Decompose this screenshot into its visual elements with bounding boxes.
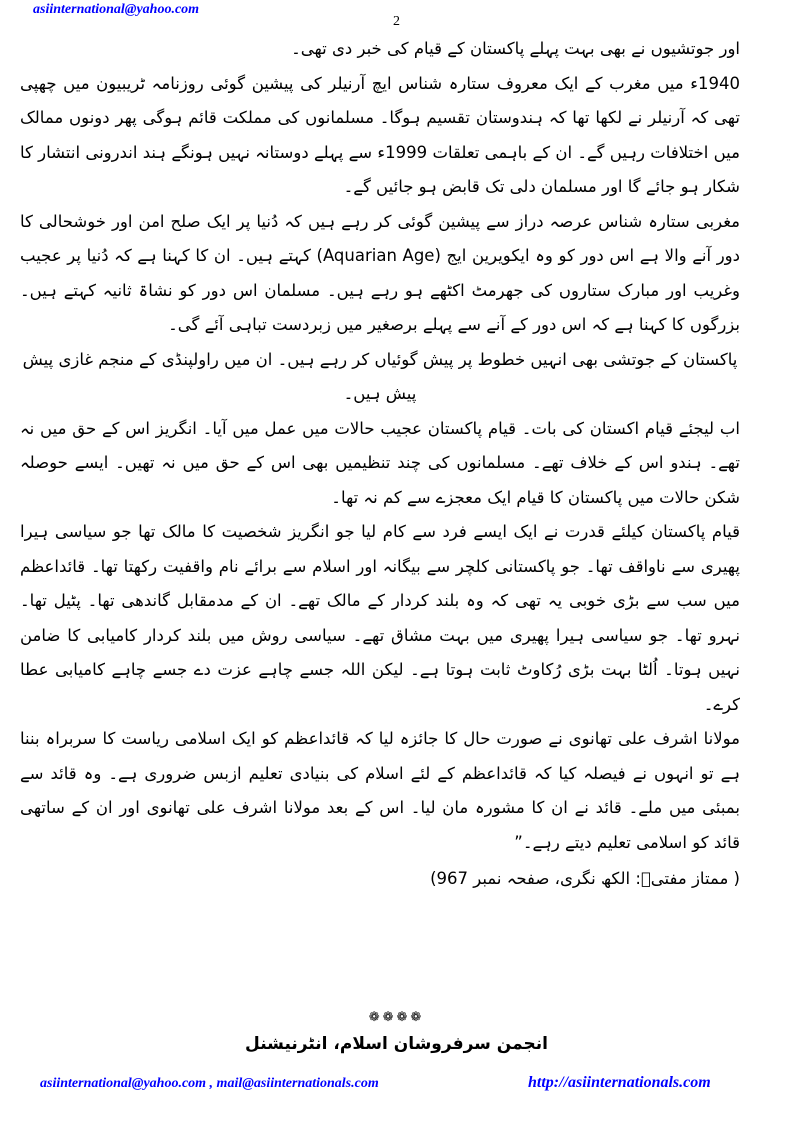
footer-emails[interactable]: asiinternational@yahoo.com , mail@asiinternationals.com — [40, 1076, 379, 1091]
header-email[interactable]: asiinternational@yahoo.com — [33, 2, 200, 17]
paragraph-founding-pakistan: اب لیجئے قیام اکستان کی بات۔ قیام پاکستان عجیب حالات میں عمل میں آیا۔ انگریز اس کے حق میں نہ تھے۔ ہندو اس کے خلاف تھے۔ مسلمانوں کی چند تنظیمیں بھی اس کے حق میں نہ تھیں۔ ایسے حوصلہ شکن حالات میں پاکستان کا قیام ایک معجزے سے کم نہ تھا۔ — [20, 418, 740, 507]
paragraph-thanvi: مولانا اشرف علی تھانوی نے صورت حال کا جائزہ لیا کہ قائداعظم کو ایک اسلامی ریاست کا سربراہ بننا ہے تو انہوں نے فیصلہ کیا کہ قائداعظم کے لئے اسلام کی بنیادی تعلیم ازبس ضروری ہے۔ وہ قائد سے بمبئی میں ملے۔ قائد نے ان کا مشورہ مان لیا۔ اس کے بعد مولانا اشرف علی تھانوی اور ان کے ساتھی قائد کو اسلامی تعلیم دیتے رہے۔” — [20, 729, 740, 852]
paragraph-aquarian-age: مغربی ستارہ شناس عرصہ دراز سے پیشین گوئی کر رہے ہیں کہ دُنیا پر ایک صلح امن اور خوشحالی کا دور آنے والا ہے اس دور کو وہ ایکویرین ایج (Aquarian Age) کہتے ہیں۔ ان کا کہنا ہے کہ دُنیا پر عجیب وغریب اور مبارک ستاروں کی جھرمٹ اکٹھے ہو رہے ہیں۔ مسلمان اس دور کو نشاۃ ثانیہ کہتے ہیں۔ بزرگوں کا کہنا ہے کہ اس دور کے آنے سے پہلے برصغیر میں زبردست تباہی آئے گی۔ — [20, 211, 740, 334]
citation: ( ممتاز مفتیؒ: الکھ نگری، صفحہ نمبر 967) — [430, 869, 740, 888]
organization-name: انجمن سرفروشان اسلام، انٹرنیشنل — [245, 1034, 548, 1054]
page-number: 2 — [393, 14, 400, 29]
article-body — [20, 32, 740, 897]
footer-website-link[interactable]: http://asiinternationals.com — [528, 1074, 711, 1091]
flower-ornament-icon: ❁❁❁❁ — [368, 1010, 425, 1025]
paragraph-quaid-character: قیام پاکستان کیلئے قدرت نے ایک ایسے فرد سے کام لیا جو انگریز شخصیت کا مالک تھا جو سیاسی ہیرا پھیری سے ناواقف تھا۔ جو پاکستانی کلچر سے بیگانہ اور اسلام سے برائے نام واقفیت رکھتا تھا۔ قائداعظم میں سب سے بڑی خوبی یہ تھی کہ وہ بلند کردار کے مالک تھے۔ ان کے مدمقابل گاندھی تھا۔ پٹیل تھا۔ نہرو تھا۔ جو سیاسی ہیرا پھیری میں بہت مشاق تھے۔ سیاسی روش میں بلند کردار کامیابی کا ضامن نہیں ہوتا۔ اُلٹا بہت بڑی رُکاوٹ ثابت ہوتا ہے۔ لیکن اللہ جسے چاہے عزت دے جسے چاہے کامیابی عطا کرے۔ — [20, 522, 740, 714]
paragraph-1940-prediction: 1940ء میں مغرب کے ایک معروف ستارہ شناس ایچ آرنیلر کی پیشین گوئی روزنامہ ٹریبیون میں چھپی تھی کہ آرنیلر نے لکھا تھا کہ ہندوستان تقسیم ہوگا۔ مسلمانوں کی مملکت قائم ہوگی پھر دونوں ممالک میں اختلافات رہیں گے۔ ان کے باہمی تعلقات 1999ء سے پہلے دوستانہ نہیں ہونگے ہند اندرونی انتشار کا شکار ہو جائے گا اور مسلمان دلی تک قابض ہو جائیں گے۔ — [20, 73, 740, 196]
paragraph-intro: اور جوتشیوں نے بھی بہت پہلے پاکستان کے قیام کی خبر دی تھی۔ — [291, 39, 740, 58]
paragraph-pakistani-astrologers: پاکستان کے جوتشی بھی انہیں خطوط پر پیش گوئیاں کر رہے ہیں۔ ان میں راولپنڈی کے منجم غازی پیش پیش ہیں۔ — [22, 349, 738, 403]
